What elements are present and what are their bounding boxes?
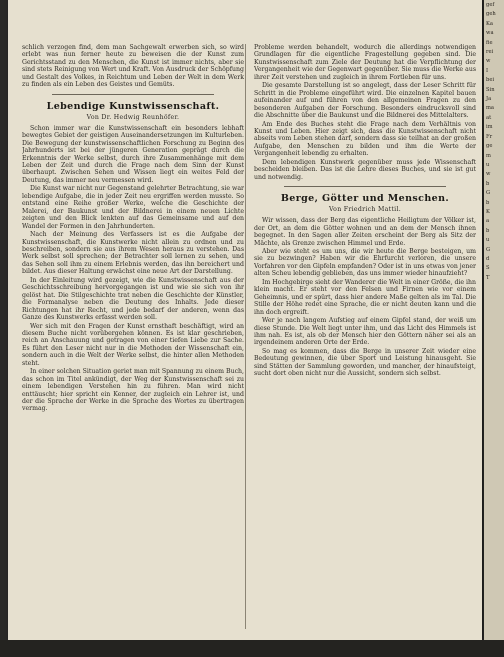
article-byline: Von Friedrich Mattil. xyxy=(328,206,401,214)
adjacent-page-fragment: b xyxy=(486,227,490,234)
adjacent-page-fragment: rei xyxy=(486,49,494,56)
adjacent-page-fragment: geh xyxy=(486,11,496,18)
adjacent-page-fragment: wa xyxy=(486,30,494,37)
article-divider-rule xyxy=(52,94,214,95)
article-title: Lebendige Kunstwissenschaft. xyxy=(46,100,220,112)
article-paragraph: Am Ende des Buches steht die Frage nach dem Verhältnis von Kunst und Leben. Hier zeigt sich, dass die Kunstwissenschaft nicht abseits vom Leben stehen darf, sondern dass sie teilhat an der großen Aufgabe, den Menschen zu bilden und ihm die Werte der Vergangenheit lebendig zu erhalten. xyxy=(254,120,476,158)
article-byline: Von Dr. Hedwig Reunhöfer. xyxy=(86,113,180,121)
adjacent-page-fragment: bei xyxy=(486,77,495,84)
top-paragraph: schlich verzogen find, dem man Sachgewalt erwerben sich, so wird erlebt was nun ferner heute zu beweisen die der Kunst zum Gerichtsstand zu den Menschen, die Kunst ist immer nichts, aber sie sind stets Reinigung von Wert und Kraft. Von Ausdruck der Schöpfung und Gestalt des Volkes, in Reichtum und Leben der Welt in dem Werk zu finden als ein Leben des Geistes und Gemüts. xyxy=(22,44,244,89)
adjacent-page-edge xyxy=(484,0,504,640)
adjacent-page-fragment: Ka xyxy=(486,20,493,27)
adjacent-page-fragment: b xyxy=(486,199,490,206)
adjacent-page-fragment: G xyxy=(486,246,491,253)
adjacent-page-fragment: T xyxy=(486,274,490,281)
adjacent-page-fragment: u xyxy=(486,237,490,244)
article-paragraph: Nach der Meinung des Verfassers ist es die Aufgabe der Kunstwissenschaft, die Kunstwerke nicht allein zu ordnen und zu beschreiben, sondern sie aus ihrem Wesen heraus zu verstehen. Das Werk selbst soll sprechen; der Betrachter soll lernen zu sehen, und das Sehen soll ihm zu einem Erlebnis werden, das ihn bereichert und bildet. Aus dieser Haltung erwächst eine neue Art der Darstellung. xyxy=(22,231,244,276)
article-paragraph: Aber wie steht es um uns, die wir heute die Berge besteigen, um sie zu bezwingen? Haben wir die Ehrfurcht verloren, die unsere Vorfahren vor den Gipfeln empfanden? Oder ist in uns etwas von jener alten Scheu lebendig geblieben, das uns immer wieder hinaufzieht? xyxy=(254,247,476,278)
adjacent-page-fragment: b xyxy=(486,180,490,187)
adjacent-page-fragment: im xyxy=(486,124,493,131)
adjacent-page-fragment: w xyxy=(486,171,491,178)
article-paragraph: Wer je nach langem Aufstieg auf einem Gipfel stand, der weiß um diese Stunde. Die Welt liegt unter ihm, und das Licht des Himmels ist ihm nah. Es ist, als ob der Mensch hier den Göttern näher sei als an irgendeinem anderen Orte der Erde. xyxy=(254,317,476,347)
adjacent-page-fragment: ma xyxy=(486,105,495,112)
adjacent-page-fragment: Fr xyxy=(486,133,493,140)
article-paragraph: Wer sich mit den Fragen der Kunst ernsthaft beschäftigt, wird an diesem Buche nicht vorübergehen können. Es ist klar geschrieben, reich an Anschauung und getragen von einer tiefen Liebe zur Sache. Es führt den Leser nicht nur in die Methoden der Wissenschaft ein, sondern auch in die Welt der Werke selbst, die hinter allen Methoden steht. xyxy=(22,322,244,367)
right-column xyxy=(254,44,476,629)
article-title: Berge, Götter und Menschen. xyxy=(280,193,450,205)
adjacent-page-fragment: G xyxy=(486,190,491,197)
adjacent-page-fragment: d xyxy=(486,255,490,262)
newspaper-page xyxy=(8,0,482,640)
article-paragraph: Die Kunst war nicht nur Gegenstand gelehrter Betrachtung, sie war lebendige Aufgabe, die in jeder Zeit neu ergriffen werden musste. So entstand eine Reihe großer Werke, welche die Geschichte der Malerei, der Baukunst und der Bildnerei in einem neuen Lichte zeigten und den Blick lenkten auf das Gemeinsame und auf den Wandel der Formen in den Jahrhunderten. xyxy=(22,185,244,230)
adjacent-page-fragment: a xyxy=(486,218,490,225)
article-paragraph: Die gesamte Darstellung ist so angelegt, dass der Leser Schritt für Schritt in die Probleme eingeführt wird. Die einzelnen Kapitel bauen aufeinander auf und führen von den allgemeinen Fragen zu den besonderen Aufgaben der Forschung. Besonders eindrucksvoll sind die Abschnitte über die Baukunst und die Bildnerei des Mittelalters. xyxy=(254,82,476,120)
adjacent-page-fragment: I xyxy=(486,67,489,74)
adjacent-page-fragment: gef xyxy=(486,2,495,8)
scan-bottom-edge xyxy=(0,640,504,657)
article-divider-rule xyxy=(284,186,446,187)
adjacent-page-fragment: w xyxy=(486,58,491,65)
article-paragraph: In einer solchen Situation geriet man mit Spannung zu einem Buch, das schon im Titel ankündigt, der Weg der Kunstwissenschaft sei zu einem lebendigen Verstehen hin zu führen. Man wird nicht enttäuscht; hier spricht ein Kenner, der zugleich ein Lehrer ist, und der die Sprache der Werke in die Sprache des Wortes zu übertragen vermag. xyxy=(22,368,244,413)
article-paragraph: In der Einleitung wird gezeigt, wie die Kunstwissenschaft aus der Geschichtsschreibung hervorgegangen ist und wie sie sich von ihr gelöst hat. Die Stilgeschichte trat neben die Geschichte der Künstler, die Formanalyse neben die Deutung des Inhalts. Jede dieser Richtungen hat ihr Recht, und jede bedarf der anderen, wenn das Ganze des Kunstwerks erfasst werden soll. xyxy=(22,276,244,322)
article-paragraph: Probleme werden behandelt, wodurch die allerdings notwendigen Grundlagen für die eigentliche Fragestellung gegeben sind. Die Kunstwissenschaft zum Ziele der Deutung hat die Verpflichtung der Vergangenheit wie der Gegenwart gegenüber. Sie muss die Werke aus ihrer Zeit verstehen und zugleich in ihrem Fortleben für uns. xyxy=(254,44,476,81)
article-paragraph: So mag es kommen, dass die Berge in unserer Zeit wieder eine Bedeutung gewinnen, die über Sport und Leistung hinausgeht. Sie sind Stätten der Sammlung geworden, und mancher, der hinaufsteigt, sucht dort oben nicht nur die Aussicht, sondern sich selbst. xyxy=(254,347,476,378)
article-paragraph: Schon immer war die Kunstwissenschaft ein besonders lebhaft bewegtes Gebiet der geistigen Auseinandersetzungen im Kulturleben. Die Bewegung der kunstwissenschaftlichen Forschung zu Beginn des Jahrhunderts ist bei der jüngeren Generation geprägt durch die Erkenntnis der Werke selbst, durch ihre Zusammenhänge mit dem Leben der Zeit und durch die Frage nach dem Sinn der Kunst überhaupt. Zwischen Sehen und Wissen liegt ein weites Feld der Deutung, das immer neu vermessen wird. xyxy=(22,124,244,184)
adjacent-page-fragment: ge xyxy=(486,143,493,150)
adjacent-page-fragment: m xyxy=(486,152,491,159)
column-divider xyxy=(245,44,246,629)
adjacent-page-fragment: fie xyxy=(486,39,493,46)
adjacent-page-fragment: S xyxy=(486,265,490,272)
adjacent-page-fragment: Sin xyxy=(486,86,495,93)
adjacent-page-fragment: K xyxy=(486,208,490,215)
article-paragraph: Wir wissen, dass der Berg das eigentliche Heiligtum der Völker ist, der Ort, an dem die Götter wohnen und an dem der Mensch ihnen begegnet. In den Sagen aller Zeiten erscheint der Berg als Sitz der Mächte, als Grenze zwischen Himmel und Erde. xyxy=(254,217,476,247)
adjacent-page-fragment: Ja xyxy=(486,96,492,103)
adjacent-page-fragment: at xyxy=(486,114,492,121)
adjacent-page-fragment: u xyxy=(486,161,490,168)
article-paragraph: Dem lebendigen Kunstwerk gegenüber muss jede Wissenschaft bescheiden bleiben. Das ist die Lehre dieses Buches, und sie ist gut und notwendig. xyxy=(254,158,476,181)
article-paragraph: Im Hochgebirge sieht der Wanderer die Welt in einer Größe, die ihn klein macht. Er steht vor den Felsen und Firnen wie vor einem Geheimnis, und er spürt, dass hier andere Maße gelten als im Tal. Die Stille der Höhe redet eine Sprache, die er nicht deuten kann und die ihn doch ergreift. xyxy=(254,278,476,316)
left-column xyxy=(22,44,244,629)
adjacent-page-text xyxy=(484,2,504,282)
